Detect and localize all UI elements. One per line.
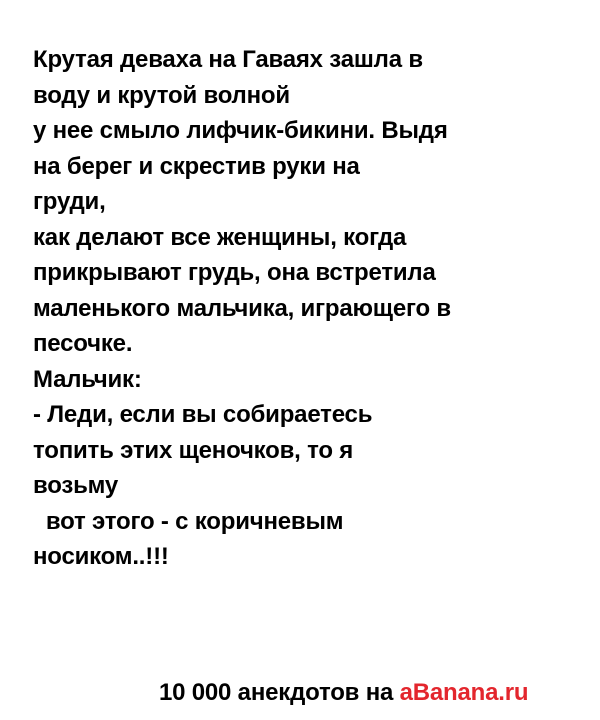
site-link[interactable]: aBanana.ru bbox=[399, 679, 529, 706]
joke-line: вот этого - с коричневым bbox=[33, 507, 344, 535]
joke-line: топить этих щеночков, то я bbox=[33, 436, 354, 464]
joke-line: носиком..!!! bbox=[33, 543, 169, 570]
joke-line: прикрывают грудь, она встретила bbox=[33, 259, 436, 286]
joke-line: у нее смыло лифчик-бикини. Выдя bbox=[33, 117, 448, 144]
joke-line: груди, bbox=[33, 188, 106, 215]
joke-line: возьму bbox=[33, 472, 119, 499]
footer-prefix: 10 000 анекдотов на bbox=[159, 679, 400, 706]
joke-text bbox=[33, 42, 573, 575]
joke-line: - Леди, если вы собираетесь bbox=[33, 401, 373, 428]
footer-credit bbox=[159, 678, 528, 708]
joke-line: как делают все женщины, когда bbox=[33, 223, 407, 251]
joke-line: Мальчик: bbox=[33, 365, 142, 393]
joke-line: песочке. bbox=[33, 330, 133, 357]
joke-line: на берег и скрестив руки на bbox=[33, 152, 360, 180]
joke-line: Крутая деваха на Гаваях зашла в bbox=[33, 46, 423, 73]
joke-line: маленького мальчика, играющего в bbox=[33, 294, 451, 322]
joke-line: воду и крутой волной bbox=[33, 81, 290, 109]
